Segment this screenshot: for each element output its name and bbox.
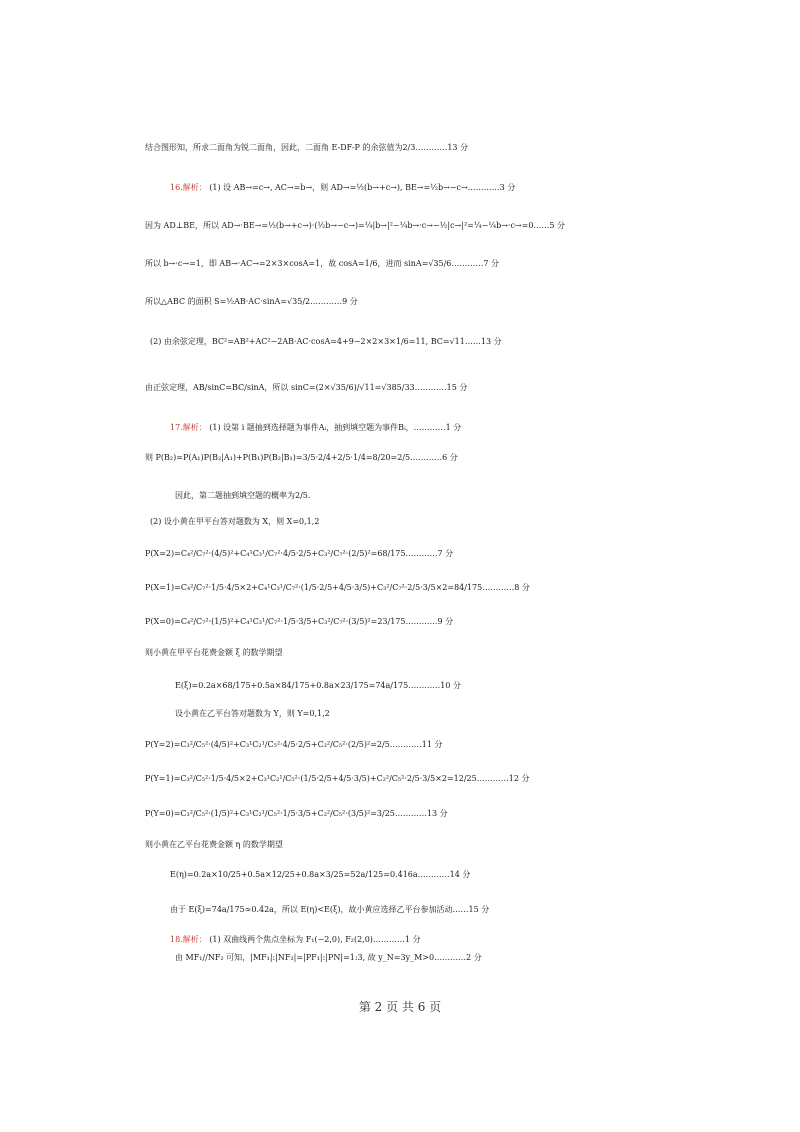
line-09	[145, 450, 800, 466]
line-text: P(X=1)=C₄²/C₇²·1/5·4/5×2+C₄¹C₃¹/C₇²·(1/5·2/5+4/5·3/5)+C₃²/C₇²·2/5·3/5×2=84/175…………8 分	[145, 583, 530, 592]
line-text: P(Y=1)=C₃²/C₅²·1/5·4/5×2+C₃¹C₂¹/C₅²·(1/5·2/5+4/5·3/5)+C₂²/C₅²·2/5·3/5×2=12/25…………12 分	[145, 774, 530, 783]
line-text: 则 P(B₂)=P(A₁)P(B₂|A₁)+P(B₁)P(B₂|B₁)=3/5·2/4+2/5·1/4=8/20=2/5…………6 分	[145, 453, 458, 462]
line-07	[145, 380, 800, 396]
line-text: (1) 设第 i 题抽到选择题为事件Aᵢ，抽到填空题为事件Bᵢ，…………1 分	[209, 423, 462, 432]
line-24	[170, 932, 800, 948]
line-14	[145, 614, 800, 630]
line-13	[145, 580, 800, 596]
line-text: 所以 b→·c→=1，即 AB→·AC→=2×3×cosA=1，故 cosA=1/6，进而 sinA=√35/6…………7 分	[145, 259, 500, 268]
line-06	[150, 334, 800, 350]
line-16	[175, 678, 800, 694]
line-25	[175, 950, 800, 966]
line-text: 则小黄在乙平台花费金额 η 的数学期望	[145, 840, 283, 849]
line-22	[170, 867, 800, 883]
line-11	[150, 514, 800, 530]
line-text: 因为 AD⊥BE，所以 AD→·BE→=½(b→+c→)·(½b→−c→)=¼|b→|²−¼b→·c→−½|c→|²=¼−¼b→·c→=0……5 分	[145, 221, 566, 230]
page-number-footer: 第 2 页 共 6 页	[358, 1000, 442, 1014]
line-text: E(η)=0.2a×10/25+0.5a×12/25+0.8a×3/25=52a/125=0.416a…………14 分	[170, 870, 471, 879]
line-23	[170, 902, 800, 918]
line-text: 由正弦定理，AB/sinC=BC/sinA，所以 sinC=(2×√35/6)/√11=√385/33…………15 分	[145, 383, 468, 392]
line-text: 设小黄在乙平台答对题数为 Y，则 Y=0,1,2	[175, 709, 330, 718]
line-12	[145, 546, 800, 562]
line-text: P(Y=0)=C₃²/C₅²·(1/5)²+C₃¹C₂¹/C₅²·1/5·3/5+C₂²/C₅²·(3/5)²=3/25…………13 分	[145, 809, 448, 818]
line-18	[145, 737, 800, 753]
problem-16-tag: 16.解析：	[170, 183, 207, 192]
line-17	[175, 706, 800, 722]
line-08	[170, 420, 800, 436]
line-text: 则小黄在甲平台花费金额 ξ 的数学期望	[145, 648, 283, 657]
line-03	[145, 218, 800, 234]
line-text: (2) 设小黄在甲平台答对题数为 X，则 X=0,1,2	[150, 517, 320, 526]
problem-18-tag: 18.解析：	[170, 935, 207, 944]
line-text: P(Y=2)=C₃²/C₅²·(4/5)²+C₃¹C₂¹/C₅²·4/5·2/5+C₂²/C₅²·(2/5)²=2/5…………11 分	[145, 740, 443, 749]
line-15	[145, 645, 800, 661]
line-text: (2) 由余弦定理，BC²=AB²+AC²−2AB·AC·cosA=4+9−2×2×3×1/6=11, BC=√11……13 分	[150, 337, 502, 346]
line-05	[145, 294, 800, 310]
line-text: 由于 E(ξ)=74a/175≈0.42a，所以 E(η)<E(ξ)，故小黄应选择乙平台参加活动……15 分	[170, 905, 490, 914]
line-01	[145, 140, 800, 156]
line-text: P(X=0)=C₄²/C₇²·(1/5)²+C₄¹C₃¹/C₇²·1/5·3/5+C₃²/C₇²·(3/5)²=23/175…………9 分	[145, 617, 454, 626]
line-20	[145, 806, 800, 822]
line-text: 由 MF₁//NF₂ 可知，|MF₁|:|NF₂|=|PF₁|:|PN|=1:3, 故 y_N=3y_M>0…………2 分	[175, 953, 482, 962]
line-02	[170, 180, 800, 196]
line-10	[175, 488, 800, 504]
line-text: E(ξ)=0.2a×68/175+0.5a×84/175+0.8a×23/175=74a/175…………10 分	[175, 681, 461, 690]
line-19	[145, 771, 800, 787]
line-text: (1) 双曲线两个焦点坐标为 F₁(−2,0), F₂(2,0)…………1 分	[209, 935, 421, 944]
line-text: 结合图形知，所求二面角为锐二面角，因此，二面角 E-DF-P 的余弦值为2/3…………13 分	[145, 143, 469, 152]
line-text: (1) 设 AB→=c→, AC→=b→，则 AD→=½(b→+c→), BE→=½b→−c→…………3 分	[209, 183, 516, 192]
line-04	[145, 256, 800, 272]
problem-17-tag: 17.解析：	[170, 423, 207, 432]
line-21	[145, 837, 800, 853]
line-text: P(X=2)=C₄²/C₇²·(4/5)²+C₄¹C₃¹/C₇²·4/5·2/5+C₃²/C₇²·(2/5)²=68/175…………7 分	[145, 549, 454, 558]
line-text: 所以△ABC 的面积 S=½AB·AC·sinA=√35/2…………9 分	[145, 297, 358, 306]
line-text: 因此，第二题抽到填空题的概率为2/5.	[175, 491, 311, 500]
